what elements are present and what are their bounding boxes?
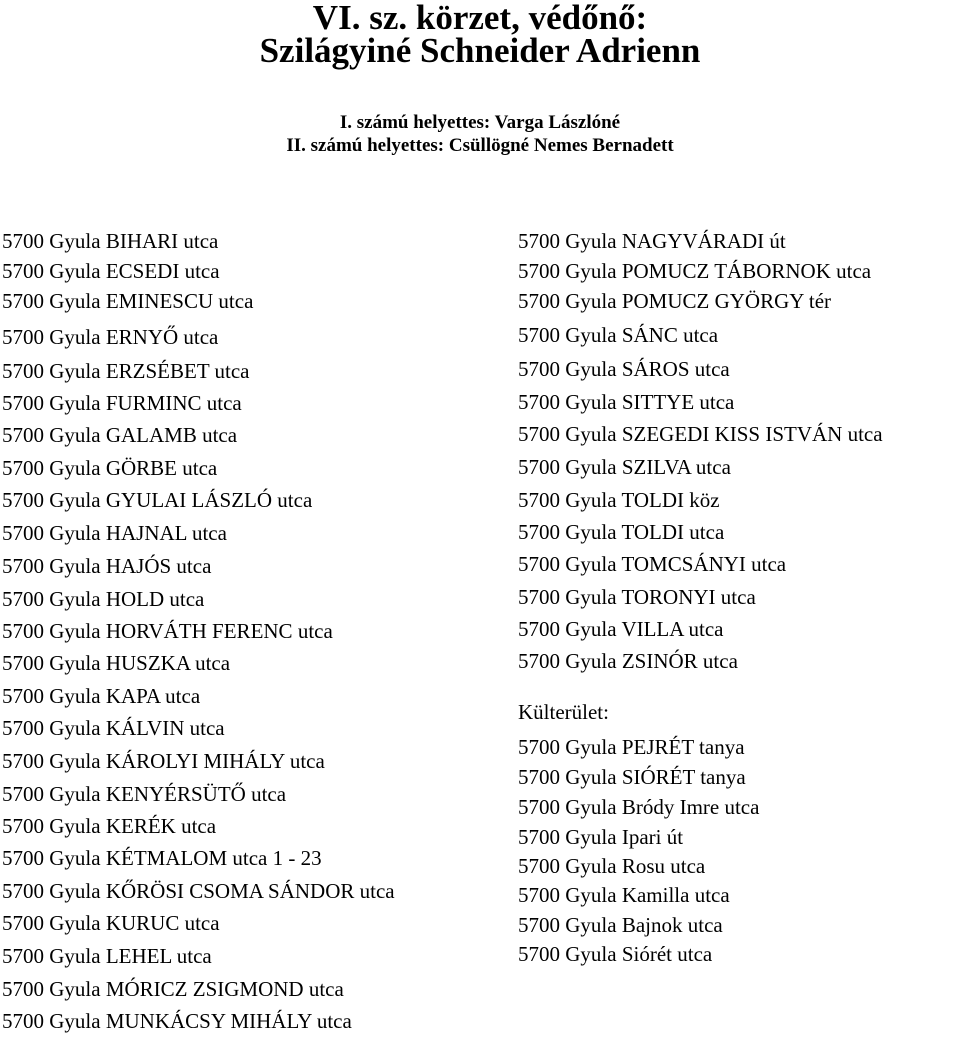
deputy-second: II. számú helyettes: Csüllögné Nemes Bernadett (286, 135, 674, 156)
deputy-first: I. számú helyettes: Varga Lászlóné (339, 112, 621, 133)
street-item-right: 5700 Gyula ZSINÓR utca (518, 649, 738, 673)
street-item-left: 5700 Gyula ERNYŐ utca (2, 325, 219, 349)
street-item-left: 5700 Gyula GÖRBE utca (2, 456, 218, 480)
page-title-line1: VI. sz. körzet, védőnő: (312, 0, 648, 37)
street-item-left: 5700 Gyula MUNKÁCSY MIHÁLY utca (2, 1009, 352, 1033)
street-item-left: 5700 Gyula HOLD utca (2, 587, 205, 611)
street-item-right: 5700 Gyula Bródy Imre utca (518, 795, 760, 819)
street-item-right: 5700 Gyula TOLDI utca (518, 520, 725, 544)
street-item-right: 5700 Gyula SÁNC utca (518, 323, 719, 347)
street-item-right: 5700 Gyula TOMCSÁNYI utca (518, 552, 787, 576)
street-item-right: 5700 Gyula PEJRÉT tanya (518, 735, 745, 759)
street-item-left: 5700 Gyula HAJNAL utca (2, 521, 227, 545)
street-item-right: 5700 Gyula Kamilla utca (518, 883, 730, 907)
street-item-left: 5700 Gyula KÁROLYI MIHÁLY utca (2, 749, 325, 773)
street-item-right: 5700 Gyula NAGYVÁRADI út (518, 229, 786, 253)
street-item-right: 5700 Gyula SZILVA utca (518, 455, 731, 479)
street-item-left: 5700 Gyula KŐRÖSI CSOMA SÁNDOR utca (2, 879, 395, 903)
street-item-left: 5700 Gyula GYULAI LÁSZLÓ utca (2, 488, 313, 512)
street-item-right: 5700 Gyula Siórét utca (518, 942, 713, 966)
street-item-left: 5700 Gyula LEHEL utca (2, 944, 212, 968)
section-heading-kulterulet: Külterület: (518, 700, 609, 724)
street-item-left: 5700 Gyula MÓRICZ ZSIGMOND utca (2, 977, 344, 1001)
street-item-left: 5700 Gyula EMINESCU utca (2, 289, 254, 313)
street-item-left: 5700 Gyula HAJÓS utca (2, 554, 212, 578)
street-item-left: 5700 Gyula FURMINC utca (2, 391, 242, 415)
street-item-left: 5700 Gyula ERZSÉBET utca (2, 359, 250, 383)
street-item-left: 5700 Gyula KERÉK utca (2, 814, 217, 838)
street-item-right: 5700 Gyula SZEGEDI KISS ISTVÁN utca (518, 422, 883, 446)
street-item-left: 5700 Gyula KENYÉRSÜTŐ utca (2, 782, 287, 806)
street-item-right: 5700 Gyula SÁROS utca (518, 357, 730, 381)
street-item-left: 5700 Gyula HORVÁTH FERENC utca (2, 619, 333, 643)
page-title-line2: Szilágyiné Schneider Adrienn (259, 31, 701, 70)
street-item-right: 5700 Gyula POMUCZ GYÖRGY tér (518, 289, 832, 313)
street-item-right: 5700 Gyula Bajnok utca (518, 913, 723, 937)
street-item-right: 5700 Gyula Rosu utca (518, 854, 706, 878)
street-item-left: 5700 Gyula KURUC utca (2, 911, 220, 935)
street-item-right: 5700 Gyula SIÓRÉT tanya (518, 765, 746, 789)
street-item-left: 5700 Gyula KAPA utca (2, 684, 201, 708)
street-item-left: 5700 Gyula KÉTMALOM utca 1 - 23 (2, 846, 322, 870)
street-item-left: 5700 Gyula HUSZKA utca (2, 651, 231, 675)
street-item-right: 5700 Gyula TOLDI köz (518, 488, 720, 512)
street-item-right: 5700 Gyula TORONYI utca (518, 585, 756, 609)
street-item-left: 5700 Gyula KÁLVIN utca (2, 716, 225, 740)
street-item-left: 5700 Gyula ECSEDI utca (2, 259, 220, 283)
street-item-left: 5700 Gyula BIHARI utca (2, 229, 219, 253)
street-item-right: 5700 Gyula SITTYE utca (518, 390, 735, 414)
street-item-right: 5700 Gyula POMUCZ TÁBORNOK utca (518, 259, 872, 283)
street-item-right: 5700 Gyula VILLA utca (518, 617, 724, 641)
street-item-left: 5700 Gyula GALAMB utca (2, 423, 238, 447)
street-item-right: 5700 Gyula Ipari út (518, 825, 684, 849)
